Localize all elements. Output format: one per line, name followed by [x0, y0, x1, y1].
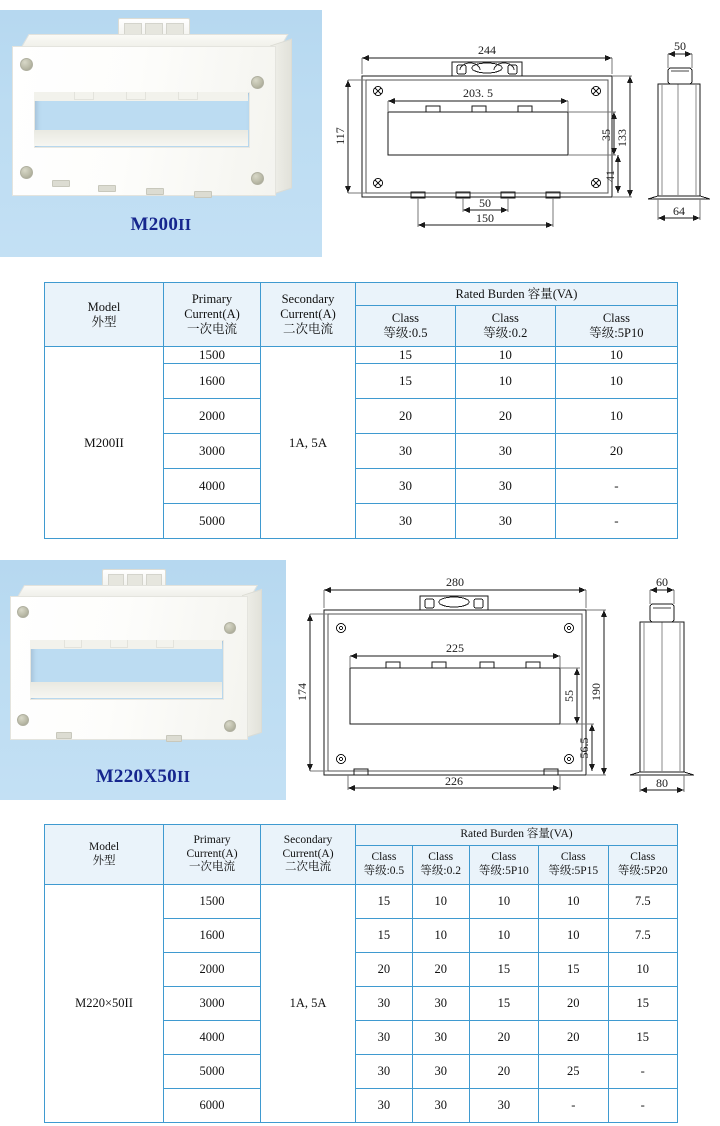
- base-foot: [194, 191, 212, 198]
- window-notch: [110, 640, 128, 648]
- cell-burden-value: 30: [412, 1089, 469, 1123]
- cell-burden-value: 30: [455, 434, 555, 469]
- cell-burden-value: -: [555, 469, 677, 504]
- header-primary-en2: Current(A): [184, 307, 240, 322]
- cell-primary-current: 5000: [164, 1055, 261, 1089]
- header-model-cn: 外型: [91, 314, 117, 329]
- ct-device-illustration: [6, 582, 278, 752]
- cell-primary-current: 3000: [164, 987, 261, 1021]
- mounting-screw: [17, 714, 29, 726]
- cell-primary-current: 1600: [164, 919, 261, 953]
- dim-bottom-offset: 56.5: [577, 737, 591, 759]
- product-photo-m220x50ii: [0, 560, 286, 800]
- dim-overall-height: 117: [333, 127, 347, 145]
- spec-table-m220x50ii: [44, 824, 678, 1123]
- header-model-cn: 外型: [92, 854, 116, 867]
- header-class-en: Class: [491, 311, 519, 326]
- header-primary-current: [164, 825, 261, 885]
- mounting-screw: [224, 622, 236, 634]
- cell-burden-value: 30: [356, 1055, 413, 1089]
- product-label-main: M200: [130, 214, 179, 235]
- cell-burden-value: 10: [608, 953, 678, 987]
- header-class-4: [608, 846, 678, 885]
- cell-primary-current: 1500: [164, 347, 261, 364]
- header-primary-en2: Current(A): [186, 847, 238, 860]
- cell-burden-value: 30: [356, 1089, 413, 1123]
- header-rated-burden-group: Rated Burden 容量(VA): [356, 825, 678, 846]
- cell-burden-value: 10: [539, 919, 608, 953]
- header-primary-en: Primary: [193, 834, 231, 847]
- header-model: [45, 283, 164, 347]
- base-foot: [166, 735, 182, 742]
- mounting-screw: [224, 720, 236, 732]
- header-model-en: Model: [87, 299, 121, 314]
- dim-side-base-width: 64: [673, 204, 685, 218]
- cell-burden-value: 30: [412, 987, 469, 1021]
- header-class-grade: 等级:0.5: [363, 865, 405, 877]
- header-class-en: Class: [491, 851, 517, 864]
- header-secondary-en2: Current(A): [282, 847, 334, 860]
- cell-burden-value: 30: [356, 1021, 413, 1055]
- cell-burden-value: 30: [356, 987, 413, 1021]
- header-class-en: Class: [391, 311, 419, 326]
- header-model: [45, 825, 164, 885]
- header-class-3: [539, 846, 608, 885]
- cell-burden-value: 20: [469, 1055, 538, 1089]
- technical-drawing-m200ii: [326, 18, 720, 248]
- cell-burden-value: 20: [539, 987, 608, 1021]
- dim-overall-width: 244: [478, 43, 496, 57]
- window-inner-bottom-ledge: [30, 682, 222, 698]
- header-primary-cn: 一次电流: [189, 861, 235, 874]
- product-label-suffix: II: [176, 767, 191, 786]
- cell-burden-value: 7.5: [608, 919, 678, 953]
- header-class-en: Class: [630, 851, 656, 864]
- drawing-svg: [326, 18, 720, 248]
- header-secondary-en2: Current(A): [280, 307, 336, 322]
- cell-burden-value: 15: [356, 364, 456, 399]
- header-row-top: [45, 825, 678, 846]
- header-primary-cn: 一次电流: [186, 321, 237, 336]
- cell-burden-value: 15: [469, 987, 538, 1021]
- header-class-grade: 等级:0.2: [420, 865, 461, 877]
- header-class-grade: 等级:5P15: [548, 865, 599, 877]
- header-class-2: [555, 306, 677, 347]
- table-row: [45, 347, 678, 364]
- header-class-en: Class: [371, 851, 397, 864]
- dim-window-width: 203. 5: [463, 86, 493, 100]
- cell-model-value: M220×50II: [45, 885, 164, 1123]
- window-inner-bottom-ledge: [34, 130, 248, 146]
- header-class-1: [412, 846, 469, 885]
- dim-foot-pitch-outer: 150: [476, 211, 494, 225]
- cell-primary-current: 6000: [164, 1089, 261, 1123]
- cell-burden-value: 20: [539, 1021, 608, 1055]
- base-foot: [146, 188, 164, 195]
- header-secondary-current: [261, 825, 356, 885]
- dim-side-top-width: 50: [674, 39, 686, 53]
- cell-burden-value: 15: [608, 987, 678, 1021]
- technical-drawing-m220x50ii: [292, 562, 720, 802]
- product-label-main: M220X50: [95, 766, 177, 787]
- dim-right-height: 133: [615, 129, 629, 147]
- photo-stage: [0, 560, 286, 800]
- drawing-svg: [292, 562, 720, 802]
- cell-burden-value: 30: [356, 504, 456, 539]
- cell-burden-value: 10: [555, 347, 677, 364]
- dim-overall-height: 174: [295, 683, 309, 701]
- ct-device-illustration: [8, 30, 308, 210]
- cell-burden-value: 30: [412, 1055, 469, 1089]
- base-foot: [52, 180, 70, 187]
- cell-burden-value: 15: [539, 953, 608, 987]
- cell-burden-value: 15: [356, 919, 413, 953]
- dim-foot-pitch-inner: 50: [479, 196, 491, 210]
- header-secondary-cn: 二次电流: [285, 861, 331, 874]
- cell-burden-value: 10: [455, 364, 555, 399]
- dim-foot-pitch-outer: 226: [445, 774, 463, 788]
- dim-bottom-offset: 41: [603, 170, 617, 182]
- cell-burden-value: 10: [539, 885, 608, 919]
- cell-burden-value: -: [608, 1055, 678, 1089]
- cell-primary-current: 4000: [164, 1021, 261, 1055]
- cell-secondary-current: 1A, 5A: [261, 347, 356, 539]
- header-class-grade: 等级:5P20: [617, 865, 668, 877]
- cell-burden-value: 15: [356, 885, 413, 919]
- dim-right-height: 190: [589, 683, 603, 701]
- cell-burden-value: 20: [412, 953, 469, 987]
- mounting-screw: [17, 606, 29, 618]
- cell-primary-current: 3000: [164, 434, 261, 469]
- cell-burden-value: 15: [608, 1021, 678, 1055]
- cell-burden-value: 30: [455, 504, 555, 539]
- cell-burden-value: 20: [356, 953, 413, 987]
- window-notch: [156, 640, 174, 648]
- header-primary-current: [164, 283, 261, 347]
- cell-burden-value: 15: [356, 347, 456, 364]
- dim-window-width: 225: [446, 641, 464, 655]
- window-notch: [126, 92, 146, 100]
- cell-primary-current: 4000: [164, 469, 261, 504]
- cell-primary-current: 2000: [164, 399, 261, 434]
- cell-burden-value: 30: [356, 434, 456, 469]
- cell-burden-value: 30: [455, 469, 555, 504]
- window-notch: [74, 92, 94, 100]
- header-secondary-current: [261, 283, 356, 347]
- cell-burden-value: 7.5: [608, 885, 678, 919]
- cell-burden-value: -: [608, 1089, 678, 1123]
- cell-burden-value: 30: [412, 1021, 469, 1055]
- cell-secondary-current: 1A, 5A: [261, 885, 356, 1123]
- cell-burden-value: 10: [555, 364, 677, 399]
- cell-burden-value: -: [555, 504, 677, 539]
- dim-window-height: 35: [599, 129, 613, 141]
- cell-burden-value: 10: [469, 919, 538, 953]
- header-rated-burden-group: Rated Burden 容量(VA): [356, 283, 678, 306]
- header-secondary-en: Secondary: [281, 292, 335, 307]
- window-notch: [64, 640, 82, 648]
- product-label-m200ii: [0, 214, 322, 236]
- dim-side-base-width: 80: [656, 776, 668, 790]
- base-foot: [56, 732, 72, 739]
- cell-burden-value: 10: [555, 399, 677, 434]
- cell-burden-value: 20: [469, 1021, 538, 1055]
- cell-burden-value: 10: [412, 885, 469, 919]
- product-label-m220x50ii: [0, 766, 286, 788]
- header-model-en: Model: [88, 840, 120, 853]
- mounting-screw: [251, 76, 264, 89]
- dim-window-height: 55: [562, 690, 576, 702]
- product-label-suffix: II: [178, 215, 192, 234]
- cell-primary-current: 1600: [164, 364, 261, 399]
- base-foot: [98, 185, 116, 192]
- header-class-grade: 等级:0.2: [483, 326, 528, 340]
- header-secondary-en: Secondary: [283, 834, 333, 847]
- header-class-1: [455, 306, 555, 347]
- spec-table-m200ii: [44, 282, 678, 539]
- spec-table-head: [45, 283, 678, 347]
- mounting-screw: [20, 58, 33, 71]
- product-photo-m200ii: [0, 10, 322, 257]
- header-class-en: Class: [560, 851, 586, 864]
- cell-burden-value: 10: [469, 885, 538, 919]
- dim-overall-width: 280: [446, 575, 464, 589]
- cell-burden-value: 15: [469, 953, 538, 987]
- cell-burden-value: 20: [356, 399, 456, 434]
- table-row: [45, 885, 678, 919]
- header-class-2: [469, 846, 538, 885]
- header-class-en: Class: [428, 851, 454, 864]
- header-class-grade: 等级:5P10: [589, 326, 644, 340]
- spec-table-body: [45, 885, 678, 1123]
- cell-burden-value: 20: [455, 399, 555, 434]
- cell-burden-value: 20: [555, 434, 677, 469]
- cell-model-value: M200II: [45, 347, 164, 539]
- cell-primary-current: 1500: [164, 885, 261, 919]
- cell-burden-value: 25: [539, 1055, 608, 1089]
- cell-burden-value: 30: [469, 1089, 538, 1123]
- mounting-screw: [20, 166, 33, 179]
- spec-table-head: [45, 825, 678, 885]
- cell-burden-value: -: [539, 1089, 608, 1123]
- cell-burden-value: 10: [455, 347, 555, 364]
- cell-primary-current: 2000: [164, 953, 261, 987]
- dim-side-top-width: 60: [656, 575, 668, 589]
- spec-table-body: [45, 347, 678, 539]
- cell-burden-value: 30: [356, 469, 456, 504]
- header-class-0: [356, 306, 456, 347]
- cell-burden-value: 10: [412, 919, 469, 953]
- header-secondary-cn: 二次电流: [282, 321, 333, 336]
- header-class-en: Class: [602, 311, 630, 326]
- header-row-top: [45, 283, 678, 306]
- header-class-grade: 等级:0.5: [383, 326, 428, 340]
- header-class-0: [356, 846, 413, 885]
- header-primary-en: Primary: [191, 292, 233, 307]
- mounting-screw: [251, 172, 264, 185]
- window-notch: [178, 92, 198, 100]
- cell-primary-current: 5000: [164, 504, 261, 539]
- header-class-grade: 等级:5P10: [478, 865, 529, 877]
